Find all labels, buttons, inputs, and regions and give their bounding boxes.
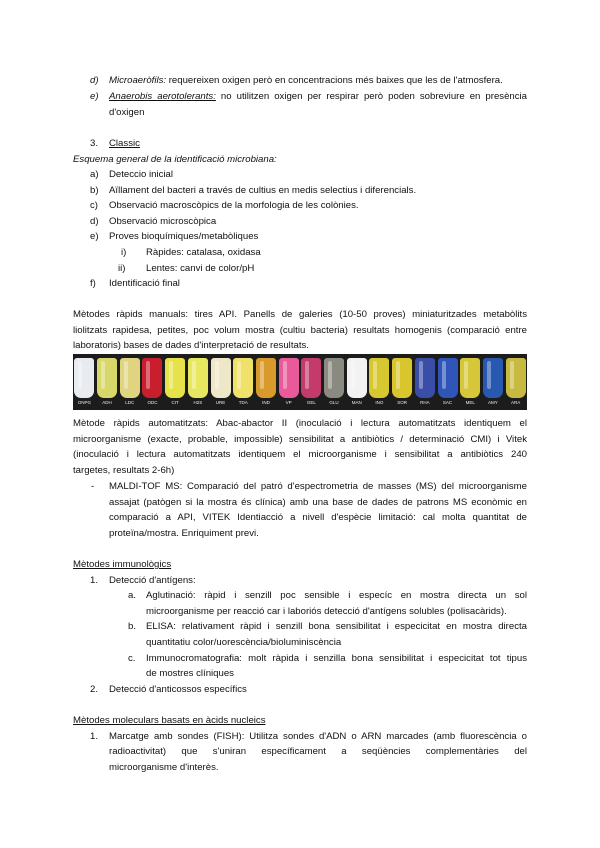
api-tube xyxy=(347,358,367,398)
list-item: Proves bioquímiques/metabòliques xyxy=(109,231,259,242)
maldi-line: assajat (patògen si la mostra és clínica) amb una base de dades de patrons MS econòmic en xyxy=(109,497,527,508)
list-marker: 1. xyxy=(90,575,99,586)
api-tube-label: SAC xyxy=(442,400,453,405)
api-tube-label: ADH xyxy=(102,400,112,405)
maldi-line: comparació a API, VITEK Identiacció a nivell d'espècie limitació: cal molta quantitat de xyxy=(109,512,527,523)
api-tube-label: CIT xyxy=(171,400,179,405)
section-title-classic: Classic xyxy=(109,138,140,149)
list-item-microaerophiles: Microaeròfils: requereixen oxigen però en concentracions més baixes que les de l'atmosfera. xyxy=(109,75,503,86)
immuno-subitem-line: microorganisme per reacció car i laboriós detecció d'antígens solubles (polisacàrids). xyxy=(146,606,507,617)
immuno-subitem-line: quantitatiu color/uorescència/bioluminiscència xyxy=(146,637,342,648)
api-tube xyxy=(211,358,231,398)
api-tube xyxy=(438,358,458,398)
api-tube-label: MAN xyxy=(351,400,362,405)
api-tube-label: SOR xyxy=(397,400,408,405)
api-tube xyxy=(74,358,94,398)
api-tube xyxy=(165,358,185,398)
list-marker: a. xyxy=(128,590,137,601)
bullet-dash: - xyxy=(91,481,95,492)
paragraph-line: Mètode ràpids automatitzats: Abac-abactor II (inoculació i lectura automatitzats identiquem el xyxy=(73,418,527,429)
api-tube-label: AMY xyxy=(488,400,498,405)
immuno-subitem-line: Aglutinació: ràpid i senzill poc sensible i especíc en mostra directa un sol xyxy=(146,590,527,601)
molecular-item-line: radioactivitat) que s'uniran específicament a seqüències complementàries del xyxy=(109,746,527,757)
molecular-item-line: Marcatge amb sondes (FISH): Utilitza sondes d'ADN o ARN marcades (amb fluorescència o xyxy=(109,731,527,742)
list-marker: d) xyxy=(90,75,99,86)
list-marker: 1. xyxy=(90,731,99,742)
api-tube-label: VP xyxy=(285,400,292,405)
molecular-item-line: microorganisme d'interès. xyxy=(109,762,219,773)
api-tube-label: ARA xyxy=(511,400,521,405)
list-marker: d) xyxy=(90,216,99,227)
api-tube-label: H2S xyxy=(193,400,203,405)
list-marker: c. xyxy=(128,653,136,664)
list-subitem: Lentes: canvi de color/pH xyxy=(146,263,255,274)
api-tube xyxy=(97,358,117,398)
list-item-aerotolerant-cont: d'oxigen xyxy=(109,107,145,118)
api-tube-label: RHA xyxy=(420,400,430,405)
list-marker: b. xyxy=(128,621,137,632)
api-strip-photo xyxy=(73,354,527,410)
scheme-title: Esquema general de la identificació microbiana: xyxy=(73,154,277,165)
api-tube-label: IND xyxy=(262,400,270,405)
api-tube xyxy=(188,358,208,398)
api-tube xyxy=(483,358,503,398)
api-tube xyxy=(506,358,526,398)
maldi-line: MALDI-TOF MS: Comparació del patró d'espectrometria de masses (MS) del microorganisme xyxy=(109,481,527,492)
api-tube xyxy=(279,358,299,398)
api-tube-label: MEL xyxy=(465,400,475,405)
list-marker: b) xyxy=(90,185,99,196)
list-marker: c) xyxy=(90,200,98,211)
list-subitem: Ràpides: catalasa, oxidasa xyxy=(146,247,261,258)
section-number: 3. xyxy=(90,138,99,149)
paragraph-line: liolitzats rapidesa, petites, poc volum mostra (cultiu bacteria) resultats homogenis (comparació entre xyxy=(73,325,527,336)
paragraph-line: targetes, resultats 2-6h) xyxy=(73,465,175,476)
api-tube xyxy=(324,358,344,398)
list-marker: ii) xyxy=(118,263,126,274)
api-tube-label: URE xyxy=(215,400,226,405)
list-item: Aïllament del bacteri a través de cultius en medis selectius i diferencials. xyxy=(109,185,417,196)
immuno-subitem-line: Immunocromatografia: molt ràpida i senzilla bona sensibilitat i especicitat tot tipus xyxy=(146,653,527,664)
api-tube-label: ONPG xyxy=(77,400,91,405)
list-marker: i) xyxy=(121,247,127,258)
list-marker: a) xyxy=(90,169,99,180)
list-item: Deteccio inicial xyxy=(109,169,173,180)
paragraph-line: Mètodes ràpids manuals: tires API. Panells de galeries (10-50 proves) miniaturitzades metabòlits xyxy=(73,309,527,320)
list-marker: f) xyxy=(90,278,96,289)
list-marker: e) xyxy=(90,231,99,242)
api-tube xyxy=(120,358,140,398)
list-item-aerotolerant-line: Anaerobis aerotolerants: no utilitzen oxigen per respirar però poden sobreviure en presència xyxy=(109,91,528,102)
api-tube-label: LDC xyxy=(125,400,135,405)
api-tube xyxy=(233,358,253,398)
api-tube xyxy=(142,358,162,398)
maldi-line: proteïna/mostra. Enriquiment previ. xyxy=(109,528,259,539)
list-item: Identificació final xyxy=(109,278,180,289)
list-marker: e) xyxy=(90,91,99,102)
list-item: Detecció d'anticossos específics xyxy=(109,684,247,695)
api-tube-label: TDA xyxy=(238,400,248,405)
section-title-immuno: Mètodes immunològics xyxy=(73,559,172,570)
immuno-subitem-line: ELISA: relativament ràpid i senzill bona sensibilitat i especicitat en mostra directa xyxy=(146,621,527,632)
paragraph-line: microorganisme (exacte, probable, impossible) sensibilitat a antibiòtics / determinació CMI) i Vitek xyxy=(73,434,527,445)
list-item: Observació macroscòpics de la morfologia de les colònies. xyxy=(109,200,359,211)
list-marker: 2. xyxy=(90,684,99,695)
api-tube xyxy=(460,358,480,398)
section-title-molecular: Mètodes moleculars basats en àcids nucleics xyxy=(73,715,266,726)
api-tube xyxy=(415,358,435,398)
api-tube xyxy=(301,358,321,398)
api-tube xyxy=(369,358,389,398)
api-tube xyxy=(392,358,412,398)
api-tube-label: GLU xyxy=(329,400,339,405)
term: Anaerobis aerotolerants: xyxy=(109,91,216,102)
api-tube-label: GEL xyxy=(306,400,316,405)
api-tube xyxy=(256,358,276,398)
api-tube-label: ODC xyxy=(147,400,158,405)
paragraph-line: (inoculació i lectura automatitzats identiquem el microorganisme i sensibilitat a antibiòtics 240 xyxy=(73,449,527,460)
term: Microaeròfils: xyxy=(109,75,167,86)
list-item: Detecció d'antígens: xyxy=(109,575,196,586)
paragraph-line: laboratoris) bases de dades d'interpretació de resultats. xyxy=(73,340,309,351)
immuno-subitem-line: de mostres clíniques xyxy=(146,668,234,679)
list-item: Observació microscòpica xyxy=(109,216,217,227)
api-tube-label: INO xyxy=(375,400,384,405)
